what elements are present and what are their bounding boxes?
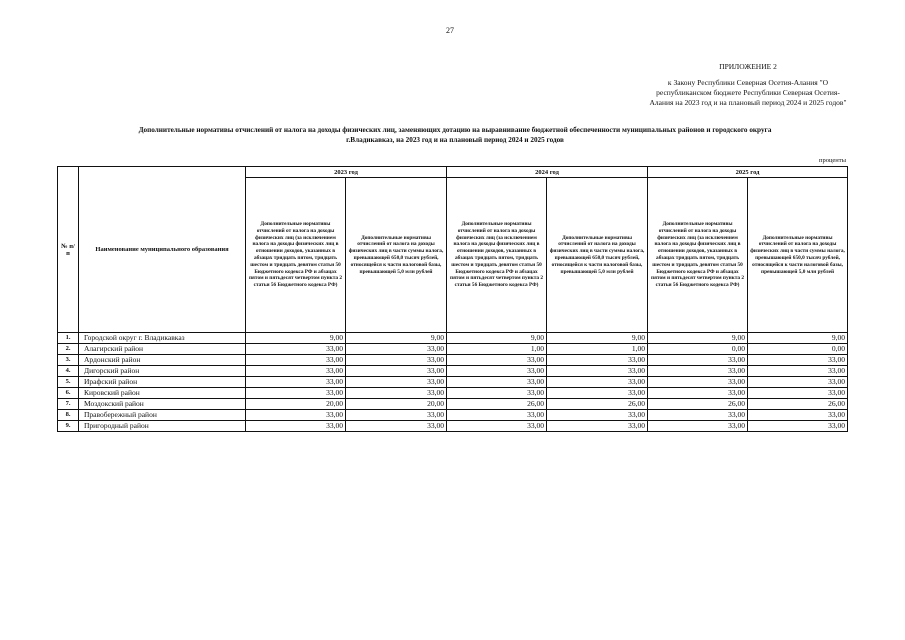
table-row [58, 410, 848, 421]
row-number: 4. [58, 366, 79, 377]
municipality-name: Кировский район [79, 388, 246, 399]
header-2025-main-norm: Дополнительные нормативы отчислений от налога на доходы физических лиц (за исключением налога на доходы физических лиц в отношении доходов, указанных в абзацах тридцать пятом, тридцать шестом и тридцать девятом статьи 50 Бюджетного кодекса РФ и абзацах пятом и пятьдесят четвертом пункта 2 статьи 56 Бюджетного кодекса РФ) [648, 178, 748, 333]
table-row [58, 333, 848, 344]
header-row-number: № п/п [58, 167, 79, 333]
norm-value-cell: 26,00 [447, 399, 547, 410]
row-number: 9. [58, 421, 79, 432]
norm-value-cell: 33,00 [346, 410, 447, 421]
norm-value-cell: 33,00 [246, 366, 346, 377]
row-number: 8. [58, 410, 79, 421]
norm-value-cell: 33,00 [346, 388, 447, 399]
municipality-name: Алагирский район [79, 344, 246, 355]
appendix-block [648, 62, 848, 108]
municipality-name: Моздокский район [79, 399, 246, 410]
norm-value-cell: 33,00 [346, 355, 447, 366]
header-2023-main-norm: Дополнительные нормативы отчислений от налога на доходы физических лиц (за исключением налога на доходы физических лиц в отношении доходов, указанных в абзацах тридцать пятом, тридцать шестом и тридцать девятом статьи 50 Бюджетного кодекса РФ и абзацах пятом и пятьдесят четвертом пункта 2 статьи 56 Бюджетного кодекса РФ) [246, 178, 346, 333]
norm-value-cell: 33,00 [246, 388, 346, 399]
norm-value-cell: 33,00 [447, 366, 547, 377]
norm-value-cell: 1,00 [547, 344, 648, 355]
norm-value-cell: 1,00 [447, 344, 547, 355]
norm-value-cell: 0,00 [748, 344, 848, 355]
municipality-name: Дигорский район [79, 366, 246, 377]
municipality-name: Ирафский район [79, 377, 246, 388]
row-number: 2. [58, 344, 79, 355]
norm-value-cell: 33,00 [648, 366, 748, 377]
norm-value-cell: 9,00 [447, 333, 547, 344]
table-body [58, 333, 848, 432]
row-number: 1. [58, 333, 79, 344]
document-title-line-1: Дополнительные нормативы отчислений от налога на доходы физических лиц, заменяющих дотацию на выравнивание бюджетной обеспеченности муниципальных районов и городского округа [138, 126, 772, 134]
table-row [58, 344, 848, 355]
norm-value-cell: 33,00 [648, 388, 748, 399]
document-title-line-2: г.Владикавказ, на 2023 год и на плановый период 2024 и 2025 годов [346, 136, 564, 144]
header-2024-main-norm: Дополнительные нормативы отчислений от налога на доходы физических лиц (за исключением налога на доходы физических лиц в отношении доходов, указанных в абзацах тридцать пятом, тридцать шестом и тридцать девятом статьи 50 Бюджетного кодекса РФ и абзацах пятом и пятьдесят четвертом пункта 2 статьи 56 Бюджетного кодекса РФ) [447, 178, 547, 333]
norm-value-cell: 33,00 [748, 355, 848, 366]
row-number: 3. [58, 355, 79, 366]
norm-value-cell: 0,00 [648, 344, 748, 355]
norm-value-cell: 33,00 [447, 377, 547, 388]
municipality-name: Пригородный район [79, 421, 246, 432]
header-2023-excess-norm: Дополнительные нормативы отчислений от налога на доходы физических лиц в части суммы налога, превышающей 650,0 тысяч рублей, относящейся к части налоговой базы, превышающей 5,0 млн рублей [346, 178, 447, 333]
norm-value-cell: 33,00 [547, 355, 648, 366]
table-row [58, 355, 848, 366]
norm-value-cell: 20,00 [246, 399, 346, 410]
row-number: 6. [58, 388, 79, 399]
units-label: проценты [818, 157, 846, 164]
norm-value-cell: 33,00 [246, 421, 346, 432]
norm-value-cell: 9,00 [547, 333, 648, 344]
document-title [60, 125, 850, 145]
header-2025-excess-norm: Дополнительные нормативы отчислений от налога на доходы физических лиц в части суммы налога, превышающей 650,0 тысяч рублей, относящейся к части налоговой базы, превышающей 5,0 млн рублей [748, 178, 848, 333]
appendix-title: ПРИЛОЖЕНИЕ 2 [719, 62, 777, 71]
norm-value-cell: 33,00 [447, 421, 547, 432]
norm-value-cell: 33,00 [547, 421, 648, 432]
header-year-2024: 2024 год [447, 167, 648, 178]
norm-value-cell: 33,00 [648, 355, 748, 366]
norm-value-cell: 26,00 [748, 399, 848, 410]
norms-table [57, 166, 848, 432]
norm-value-cell: 33,00 [447, 410, 547, 421]
norm-value-cell: 33,00 [246, 377, 346, 388]
norm-value-cell: 33,00 [447, 388, 547, 399]
norm-value-cell: 33,00 [547, 366, 648, 377]
header-year-2023: 2023 год [246, 167, 447, 178]
norm-value-cell: 26,00 [648, 399, 748, 410]
municipality-name: Ардонский район [79, 355, 246, 366]
norm-value-cell: 9,00 [246, 333, 346, 344]
row-number: 5. [58, 377, 79, 388]
norm-value-cell: 26,00 [547, 399, 648, 410]
header-year-2025: 2025 год [648, 167, 848, 178]
norm-value-cell: 33,00 [447, 355, 547, 366]
row-number: 7. [58, 399, 79, 410]
municipality-name: Городской округ г. Владикавказ [79, 333, 246, 344]
norm-value-cell: 33,00 [748, 421, 848, 432]
appendix-text: к Закону Республики Северная Осетия-Алания "О республиканском бюджете Республики Северная Осетия-Алания на 2023 год и на плановый период 2024 и 2025 годов" [649, 78, 847, 107]
norm-value-cell: 33,00 [547, 410, 648, 421]
norm-value-cell: 33,00 [346, 377, 447, 388]
norm-value-cell: 33,00 [648, 421, 748, 432]
norm-value-cell: 9,00 [346, 333, 447, 344]
norm-value-cell: 9,00 [748, 333, 848, 344]
norm-value-cell: 33,00 [547, 388, 648, 399]
norm-value-cell: 9,00 [648, 333, 748, 344]
norm-value-cell: 33,00 [748, 377, 848, 388]
norm-value-cell: 33,00 [648, 377, 748, 388]
table-row [58, 366, 848, 377]
table-row [58, 399, 848, 410]
table-row [58, 388, 848, 399]
norm-value-cell: 33,00 [246, 355, 346, 366]
municipality-name: Правобережный район [79, 410, 246, 421]
norm-value-cell: 33,00 [547, 377, 648, 388]
norm-value-cell: 33,00 [748, 366, 848, 377]
header-municipality-name: Наименование муниципального образования [79, 167, 246, 333]
norm-value-cell: 33,00 [346, 421, 447, 432]
page-number: 27 [446, 26, 454, 35]
table-row [58, 377, 848, 388]
norm-value-cell: 33,00 [346, 366, 447, 377]
header-2024-excess-norm: Дополнительные нормативы отчислений от налога на доходы физических лиц в части суммы налога, превышающей 650,0 тысяч рублей, относящейся к части налоговой базы, превышающей 5,0 млн рублей [547, 178, 648, 333]
table-row [58, 421, 848, 432]
norm-value-cell: 33,00 [648, 410, 748, 421]
norm-value-cell: 33,00 [246, 344, 346, 355]
norm-value-cell: 33,00 [246, 410, 346, 421]
header-year-row [58, 167, 848, 178]
norm-value-cell: 33,00 [346, 344, 447, 355]
norm-value-cell: 20,00 [346, 399, 447, 410]
norm-value-cell: 33,00 [748, 388, 848, 399]
norm-value-cell: 33,00 [748, 410, 848, 421]
